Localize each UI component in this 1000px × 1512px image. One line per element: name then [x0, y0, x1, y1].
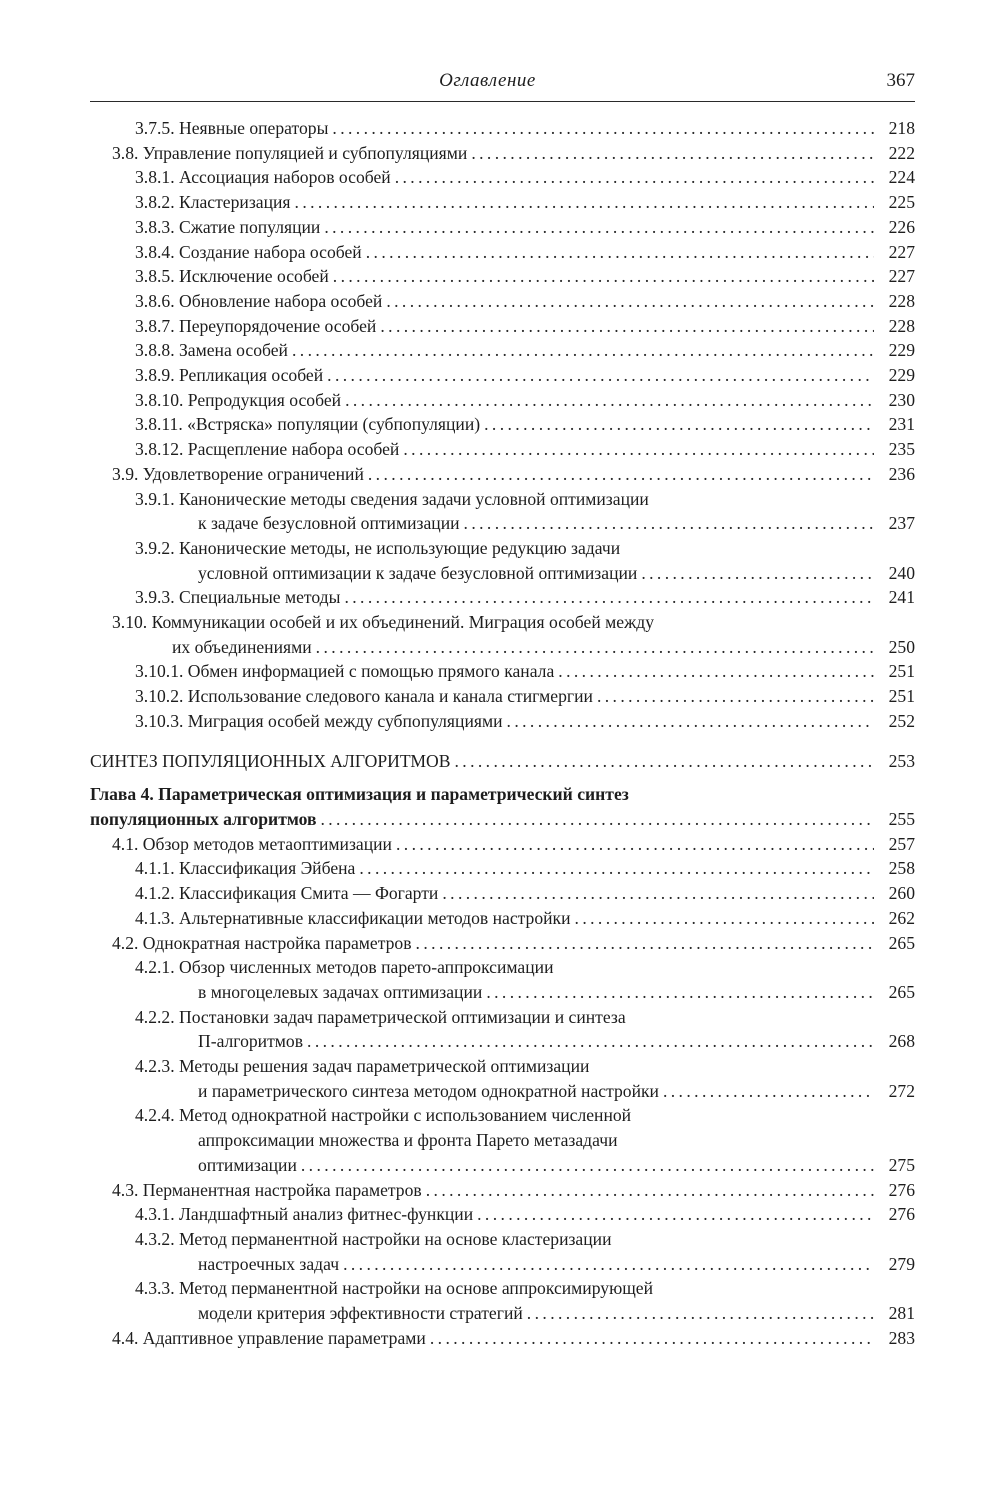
toc-entry-text: 3.8.3. Сжатие популяции	[135, 216, 321, 237]
toc-entry	[90, 240, 915, 265]
toc-entry-text: 4.2.3. Методы решения задач параметрической оптимизации	[135, 1056, 590, 1077]
dot-leader	[575, 906, 874, 931]
toc-entry-line	[112, 635, 915, 660]
toc-entry-text: 3.8.10. Репродукция особей	[135, 389, 342, 410]
toc-entry-page: 241	[888, 587, 915, 608]
toc-entry-line	[135, 1276, 915, 1301]
toc-entry-page: 252	[888, 710, 915, 731]
toc-entry-line	[112, 462, 915, 487]
toc-entry-line	[135, 659, 915, 684]
toc-entry-text: модели критерия эффективности стратегий	[198, 1303, 523, 1324]
toc-entry	[90, 1054, 915, 1103]
toc-entry-line	[135, 215, 915, 240]
dot-leader	[316, 635, 874, 660]
toc-entry-page: 275	[888, 1154, 915, 1175]
toc-entry-line	[135, 264, 915, 289]
toc-entry-text: и параметрического синтеза методом однократной настройки	[198, 1080, 659, 1101]
toc-entry-line	[135, 437, 915, 462]
toc-entry	[90, 165, 915, 190]
toc-entry-line	[135, 487, 915, 512]
toc-entry-line	[90, 807, 915, 832]
toc-entry	[90, 1103, 915, 1177]
toc-entry	[90, 314, 915, 339]
page-header	[90, 70, 915, 96]
header-divider	[90, 101, 915, 102]
toc-entry-page: 231	[888, 414, 915, 435]
toc-entry-text: их объединениями	[172, 636, 312, 657]
dot-leader	[442, 881, 874, 906]
toc-entry-text: 4.2. Однократная настройка параметров	[112, 932, 412, 953]
toc-entry	[90, 412, 915, 437]
toc-entry	[90, 1227, 915, 1276]
toc-entry	[90, 1276, 915, 1325]
toc-entry-page: 237	[888, 513, 915, 534]
dot-leader	[641, 561, 874, 586]
toc-entry-text: 4.1.2. Классификация Смита — Фогарти	[135, 883, 439, 904]
toc-entry-text: 3.9.2. Канонические методы, не использующие редукцию задачи	[135, 537, 621, 558]
dot-leader	[301, 1153, 874, 1178]
toc-entry	[90, 141, 915, 166]
toc-entry-line	[112, 931, 915, 956]
toc-entry	[90, 1005, 915, 1054]
toc-entry-line	[135, 1252, 915, 1277]
toc-entry	[90, 1326, 915, 1351]
toc-entry-text: СИНТЕЗ ПОПУЛЯЦИОННЫХ АЛГОРИТМОВ	[90, 750, 451, 771]
toc-entry-line	[112, 141, 915, 166]
toc-entry	[90, 190, 915, 215]
toc-entry-line	[135, 585, 915, 610]
toc-entry-page: 229	[888, 340, 915, 361]
toc-entry-line	[135, 338, 915, 363]
dot-leader	[403, 437, 874, 462]
dot-leader	[527, 1301, 874, 1326]
dot-leader	[320, 807, 874, 832]
toc-entry	[90, 856, 915, 881]
toc-entry-line	[135, 1054, 915, 1079]
toc-entry-line	[135, 856, 915, 881]
toc-entry-line	[135, 906, 915, 931]
toc-entry-text: 3.8.6. Обновление набора особей	[135, 290, 383, 311]
dot-leader	[484, 412, 874, 437]
dot-leader	[464, 511, 874, 536]
toc-entry	[90, 709, 915, 734]
toc-entry-page: 251	[888, 661, 915, 682]
toc-entry-page: 253	[888, 750, 915, 771]
toc-entry-text: 3.8.11. «Встряска» популяции (субпопуляции)	[135, 414, 481, 435]
toc-entry-text: 3.8.7. Переупорядочение особей	[135, 315, 377, 336]
toc-entry	[90, 116, 915, 141]
toc-entry-text: оптимизации	[198, 1154, 297, 1175]
toc-entry-page: 265	[888, 981, 915, 1002]
toc-entry-line	[135, 314, 915, 339]
toc-entry-text: 4.1.1. Классификация Эйбена	[135, 858, 356, 879]
toc-entry-text: 4.2.1. Обзор численных методов парето-аппроксимации	[135, 957, 554, 978]
toc-entry-page: 257	[888, 833, 915, 854]
toc-entry-line	[135, 1227, 915, 1252]
dot-leader	[477, 1202, 874, 1227]
toc-entry-page: 230	[888, 389, 915, 410]
toc-entry-text: 4.2.4. Метод однократной настройки с использованием численной	[135, 1105, 632, 1126]
dot-leader	[295, 190, 874, 215]
dot-leader	[386, 289, 874, 314]
toc-entry-text: условной оптимизации к задаче безусловной оптимизации	[198, 562, 638, 583]
dot-leader	[344, 585, 874, 610]
toc-entry	[90, 585, 915, 610]
toc-entry-page: 265	[888, 932, 915, 953]
toc-entry-page: 240	[888, 562, 915, 583]
toc-entry-line	[135, 511, 915, 536]
toc-entry	[90, 684, 915, 709]
toc-entry-page: 283	[888, 1327, 915, 1348]
toc-entry-text: 4.3.3. Метод перманентной настройки на основе аппроксимирующей	[135, 1278, 653, 1299]
dot-leader	[333, 264, 874, 289]
toc-entry-text: Глава 4. Параметрическая оптимизация и параметрический синтез	[90, 784, 629, 805]
dot-leader	[327, 363, 874, 388]
toc-entry-page: 251	[888, 686, 915, 707]
toc-entry-page: 224	[888, 167, 915, 188]
toc-entry-page: 279	[888, 1253, 915, 1274]
toc-entry-page: 281	[888, 1303, 915, 1324]
toc-entry-text: аппроксимации множества и фронта Парето метазадачи	[198, 1130, 618, 1151]
toc-list	[90, 116, 915, 1350]
toc-entry-line	[135, 190, 915, 215]
toc-entry-text: 3.10.3. Миграция особей между субпопуляциями	[135, 710, 503, 731]
page-number: 367	[886, 70, 915, 91]
toc-entry	[90, 264, 915, 289]
toc-entry-line	[135, 1029, 915, 1054]
dot-leader	[430, 1326, 874, 1351]
toc-entry-text: 4.1. Обзор методов метаоптимизации	[112, 833, 392, 854]
toc-entry-page: 227	[888, 241, 915, 262]
toc-entry-line	[135, 684, 915, 709]
toc-entry-text: 3.8. Управление популяцией и субпопуляциями	[112, 142, 468, 163]
dot-leader	[663, 1079, 874, 1104]
toc-entry-page: 225	[888, 192, 915, 213]
toc-entry-line	[135, 536, 915, 561]
dot-leader	[395, 165, 874, 190]
toc-entry-text: П-алгоритмов	[198, 1031, 304, 1052]
toc-entry	[90, 487, 915, 536]
toc-entry	[90, 215, 915, 240]
dot-leader	[366, 240, 874, 265]
toc-entry-line	[135, 116, 915, 141]
toc-entry-line	[135, 709, 915, 734]
toc-entry-line	[135, 388, 915, 413]
dot-leader	[454, 749, 874, 774]
toc-entry-page: 218	[888, 118, 915, 138]
toc-entry-text: 4.3. Перманентная настройка параметров	[112, 1179, 422, 1200]
toc-entry-text: 3.8.12. Расщепление набора особей	[135, 439, 400, 460]
toc-entry-text: 4.1.3. Альтернативные классификации методов настройки	[135, 907, 571, 928]
toc-entry-page: 228	[888, 290, 915, 311]
toc-entry-page: 272	[888, 1080, 915, 1101]
toc-entry	[90, 363, 915, 388]
toc-entry-text: настроечных задач	[198, 1253, 340, 1274]
toc-entry-line	[135, 561, 915, 586]
toc-entry	[90, 881, 915, 906]
toc-entry-text: 3.8.1. Ассоциация наборов особей	[135, 167, 391, 188]
toc-entry	[90, 338, 915, 363]
toc-entry	[90, 955, 915, 1004]
toc-entry-line	[135, 1005, 915, 1030]
toc-entry	[90, 832, 915, 857]
dot-leader	[416, 931, 874, 956]
toc-entry	[90, 749, 915, 774]
toc-entry-line	[135, 955, 915, 980]
toc-entry-page: 276	[888, 1204, 915, 1225]
toc-entry-text: в многоцелевых задачах оптимизации	[198, 981, 483, 1002]
toc-entry	[90, 659, 915, 684]
toc-entry-line	[112, 1326, 915, 1351]
dot-leader	[558, 659, 874, 684]
dot-leader	[471, 141, 874, 166]
toc-entry-line	[112, 1178, 915, 1203]
toc-entry-text: популяционных алгоритмов	[90, 808, 317, 829]
toc-entry-text: 3.9.3. Специальные методы	[135, 587, 341, 608]
dot-leader	[507, 709, 874, 734]
dot-leader	[332, 116, 874, 141]
toc-entry-page: 222	[888, 142, 915, 163]
toc-entry-line	[90, 749, 915, 774]
toc-entry-page: 258	[888, 858, 915, 879]
toc-entry-line	[135, 1153, 915, 1178]
toc-entry-text: 3.8.2. Кластеризация	[135, 192, 291, 213]
dot-leader	[597, 684, 874, 709]
toc-entry-text: 3.10.1. Обмен информацией с помощью прямого канала	[135, 661, 555, 682]
toc-entry-line	[135, 1301, 915, 1326]
book-page	[0, 70, 1000, 1350]
toc-entry-line	[135, 980, 915, 1005]
toc-entry-line	[135, 412, 915, 437]
toc-entry-page: 226	[888, 216, 915, 237]
toc-entry-text: 3.8.9. Репликация особей	[135, 365, 324, 386]
dot-leader	[292, 338, 874, 363]
toc-entry-text: 3.8.4. Создание набора особей	[135, 241, 362, 262]
toc-entry-page: 260	[888, 883, 915, 904]
toc-entry-text: 3.8.8. Замена особей	[135, 340, 288, 361]
toc-entry-page: 250	[888, 636, 915, 657]
toc-entry	[90, 906, 915, 931]
toc-entry	[90, 536, 915, 585]
toc-entry-line	[135, 881, 915, 906]
toc-entry-text: к задаче безусловной оптимизации	[198, 513, 460, 534]
toc-entry	[90, 782, 915, 831]
dot-leader	[343, 1252, 874, 1277]
toc-entry-page: 276	[888, 1179, 915, 1200]
toc-entry-page: 228	[888, 315, 915, 336]
dot-leader	[324, 215, 874, 240]
toc-entry	[90, 610, 915, 659]
toc-entry-line	[135, 289, 915, 314]
dot-leader	[380, 314, 874, 339]
toc-entry-line	[112, 610, 915, 635]
toc-entry	[90, 388, 915, 413]
toc-entry-line	[135, 1103, 915, 1128]
toc-entry	[90, 931, 915, 956]
toc-entry-page: 235	[888, 439, 915, 460]
toc-entry-page: 227	[888, 266, 915, 287]
toc-entry-line	[135, 240, 915, 265]
toc-entry-line	[135, 1128, 915, 1153]
dot-leader	[345, 388, 874, 413]
toc-entry-line	[90, 782, 915, 807]
toc-entry-line	[112, 832, 915, 857]
toc-entry-line	[135, 1079, 915, 1104]
toc-entry	[90, 437, 915, 462]
dot-leader	[368, 462, 874, 487]
toc-entry-page: 255	[888, 808, 915, 829]
toc-entry-text: 3.10.2. Использование следового канала и канала стигмергии	[135, 686, 593, 707]
toc-entry-page: 236	[888, 463, 915, 484]
toc-entry	[90, 462, 915, 487]
toc-entry-text: 4.2.2. Постановки задач параметрической оптимизации и синтеза	[135, 1006, 626, 1027]
page-title: Оглавление	[439, 70, 536, 91]
toc-entry-text: 3.10. Коммуникации особей и их объединений. Миграция особей между	[112, 612, 654, 633]
toc-entry-line	[135, 363, 915, 388]
toc-entry	[90, 1202, 915, 1227]
dot-leader	[307, 1029, 874, 1054]
toc-entry	[90, 289, 915, 314]
toc-entry-text: 3.9. Удовлетворение ограничений	[112, 463, 364, 484]
toc-entry-text: 4.3.1. Ландшафтный анализ фитнес-функции	[135, 1204, 474, 1225]
dot-leader	[396, 832, 874, 857]
toc-entry-text: 3.8.5. Исключение особей	[135, 266, 329, 287]
toc-entry-page: 268	[888, 1031, 915, 1052]
dot-leader	[426, 1178, 874, 1203]
toc-entry-text: 3.7.5. Неявные операторы	[135, 118, 329, 138]
toc-entry	[90, 1178, 915, 1203]
toc-entry-line	[135, 1202, 915, 1227]
toc-entry-text: 3.9.1. Канонические методы сведения задачи условной оптимизации	[135, 488, 649, 509]
dot-leader	[486, 980, 874, 1005]
toc-entry-line	[135, 165, 915, 190]
toc-entry-page: 262	[888, 907, 915, 928]
toc-entry-text: 4.3.2. Метод перманентной настройки на основе кластеризации	[135, 1228, 612, 1249]
dot-leader	[359, 856, 874, 881]
toc-entry-page: 229	[888, 365, 915, 386]
toc-entry-text: 4.4. Адаптивное управление параметрами	[112, 1327, 426, 1348]
